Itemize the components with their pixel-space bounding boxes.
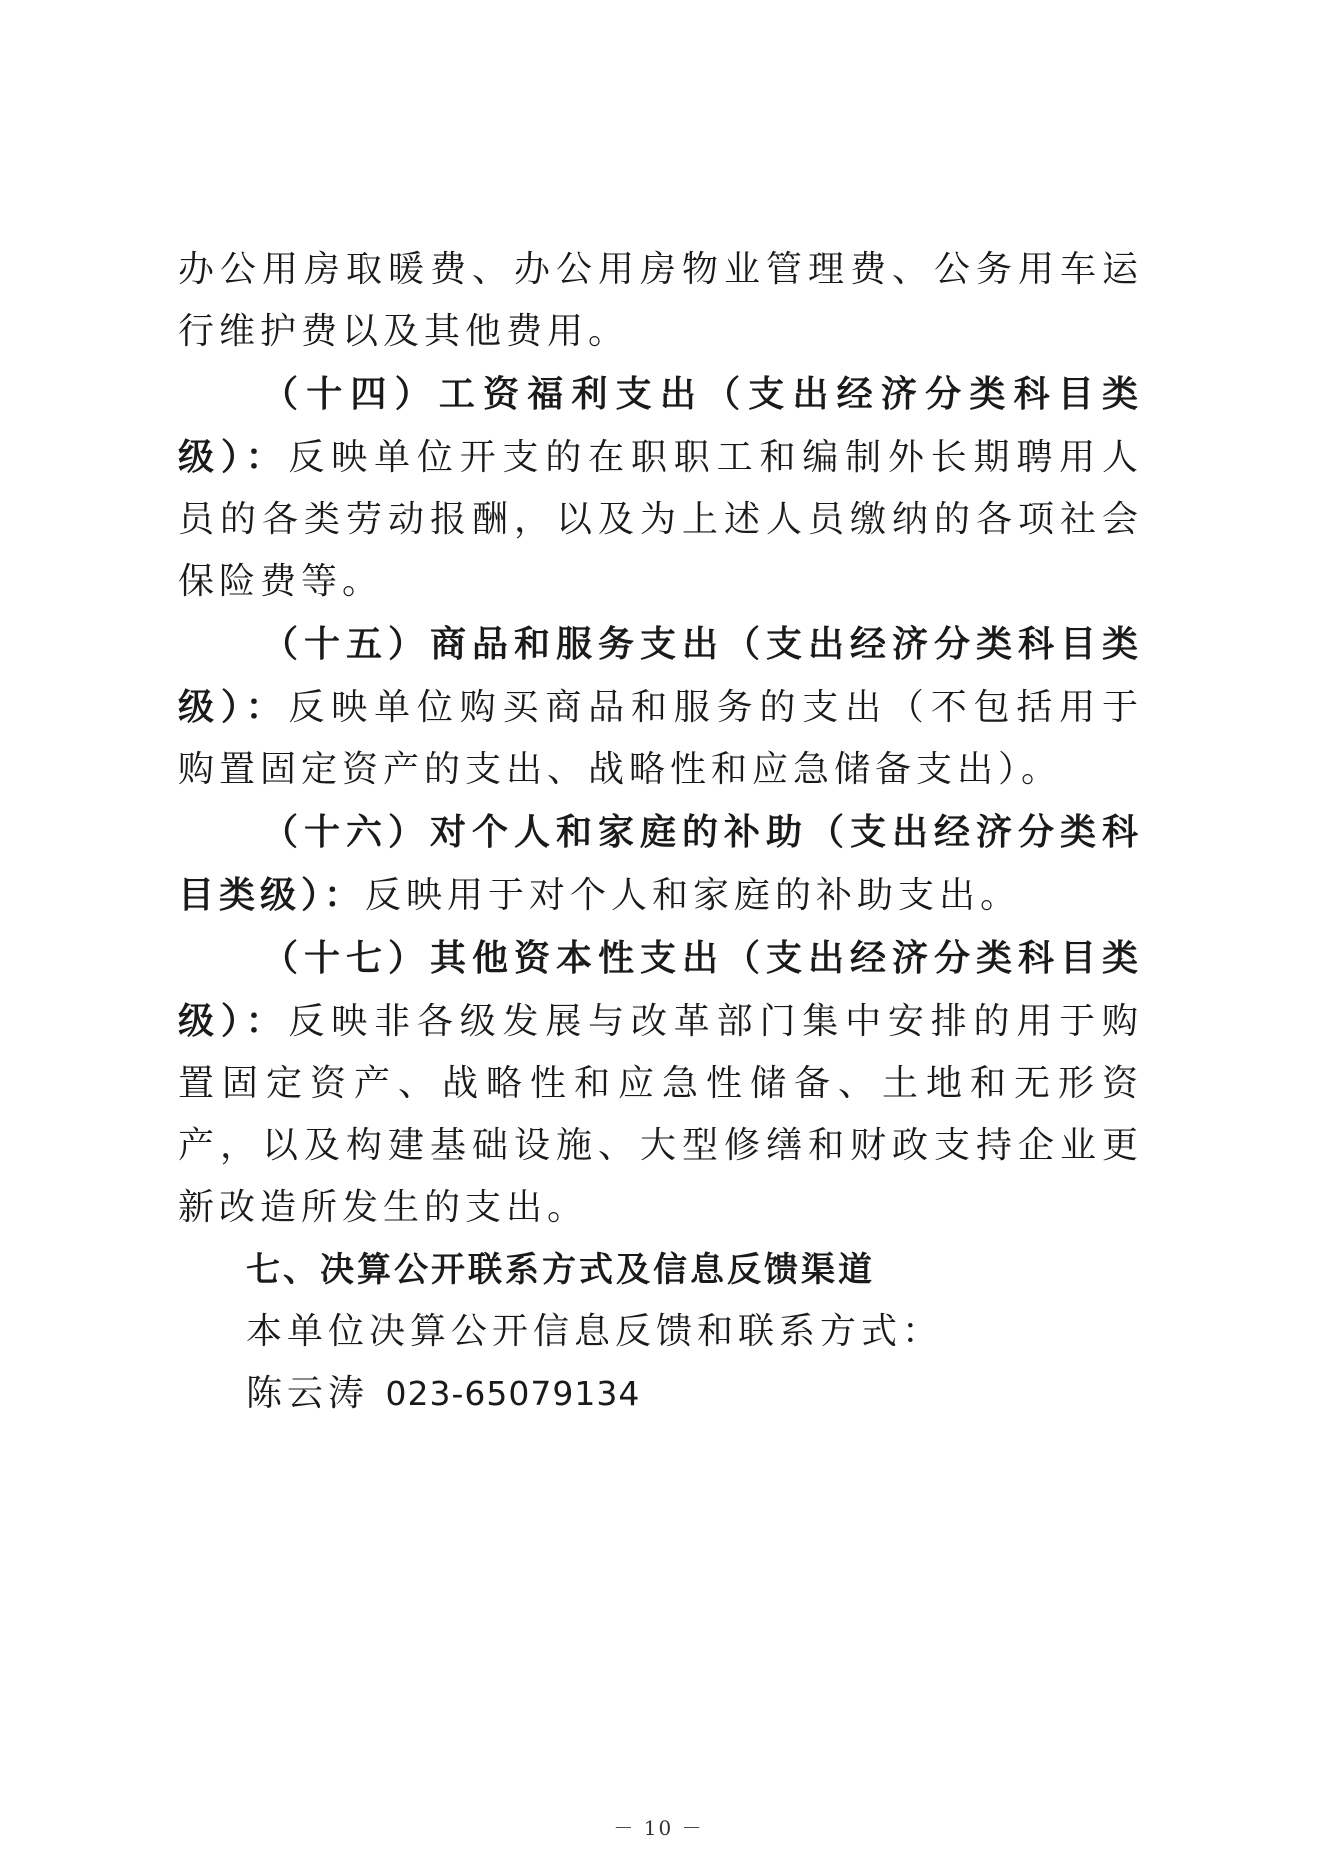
contact-name: 陈云涛 (246, 1373, 370, 1414)
item-label-15: （十五）商品和服务支出（支出经济分类科目类级）： (178, 623, 1143, 728)
item-text-16: 反映用于对个人和家庭的补助支出。 (365, 875, 1022, 916)
item-text-17: 反映非各级发展与改革部门集中安排的用于购置固定资产、战略性和应急性储备、土地和无形资产，以及构建基础设施、大型修缮和财政支持企业更新改造所发生的支出。 (178, 1001, 1143, 1228)
item-label-14: （十四）工资福利支出（支出经济分类科目类级）： (178, 373, 1143, 478)
item-paragraph-15 (178, 613, 1143, 801)
item-text-15: 反映单位购买商品和服务的支出（不包括用于购置固定资产的支出、战略性和应急储备支出）。 (178, 687, 1143, 790)
item-label-17: （十七）其他资本性支出（支出经济分类科目类级）： (178, 937, 1143, 1042)
item-paragraph-14 (178, 363, 1143, 613)
continuation-paragraph: 办公用房取暖费、办公用房物业管理费、公务用车运行维护费以及其他费用。 (178, 249, 1143, 352)
item-paragraph-16 (178, 801, 1143, 927)
item-label-16: （十六）对个人和家庭的补助（支出经济分类科目类级）： (178, 811, 1143, 916)
page-number: － 10 － (613, 1816, 704, 1840)
item-text-14: 反映单位开支的在职职工和编制外长期聘用人员的各类劳动报酬，以及为上述人员缴纳的各项社会保险费等。 (178, 437, 1143, 602)
contact-intro: 本单位决算公开信息反馈和联系方式： (246, 1311, 944, 1352)
contact-phone: 023-65079134 (385, 1374, 641, 1413)
contact-line (178, 1363, 1143, 1425)
document-body (178, 239, 1143, 1425)
section-heading: 七、决算公开联系方式及信息反馈渠道 (246, 1250, 875, 1290)
item-paragraph-17 (178, 927, 1143, 1239)
